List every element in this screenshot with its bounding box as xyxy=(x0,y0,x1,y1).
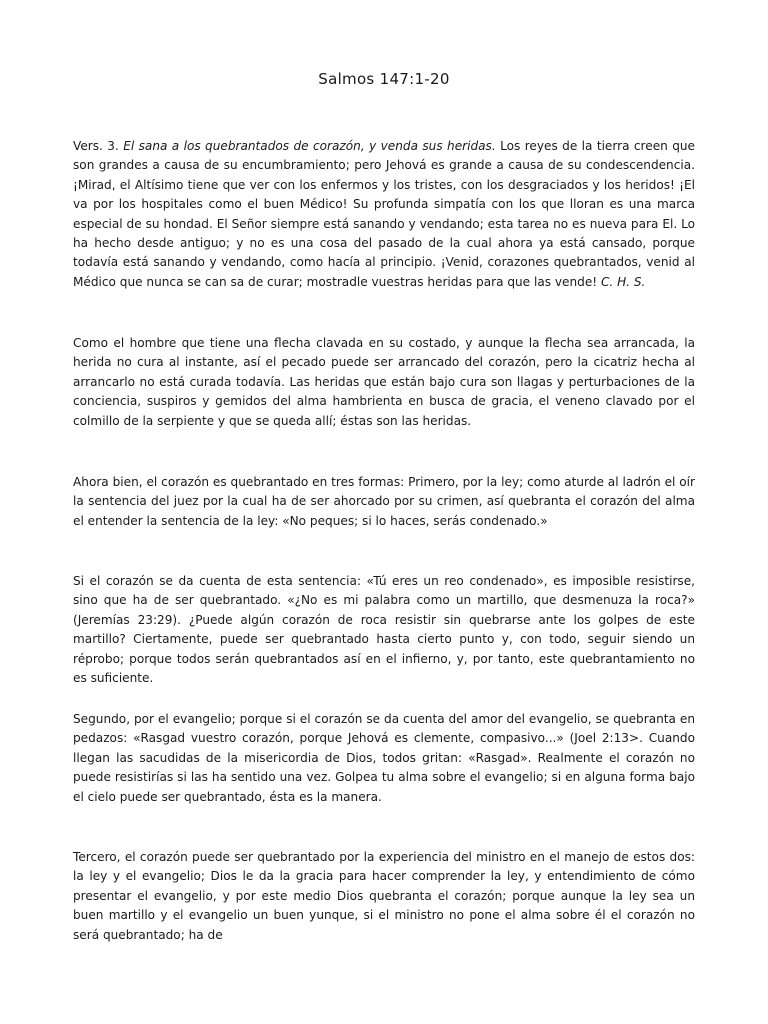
paragraph-verse-3 xyxy=(73,137,695,292)
paragraph-gospel: Segundo, por el evangelio; porque si el corazón se da cuenta del amor del evangelio, se quebranta en pedazos: «Rasgad vuestro corazón, porque Jehová es clemente, compasivo...» (Joel 2:13>. Cuando llegan las sacudidas de la misericordia de Dios, todos gritan: «Rasgad». Realmente el corazón no puede resistirías si las ha sentido una vez. Golpea tu alma sobre el evangelio; si en alguna forma bajo el cielo puede ser quebrantado, ésta es la manera. xyxy=(73,712,695,804)
paragraph-sentence: Si el corazón se da cuenta de esta sentencia: «Tú eres un reo condenado», es imposible resistirse, sino que ha de ser quebrantado. «¿No es mi palabra como un martillo, que desmenuza la roca?» (Jeremías 23:29). ¿Puede algún corazón de roca resistir sin quebrarse ante los golpes de este martillo? Ciertamente, puede ser quebrantado hasta cierto punto y, con todo, seguir siendo un réprobo; porque todos serán quebrantados así en el infierno, y, por tanto, este quebrantamiento no es suficiente. xyxy=(73,574,695,686)
paragraph-text: Los reyes de la tierra creen que son grandes a causa de su encumbramiento; pero Jehová es grande a causa de su condescendencia. ¡Mirad, el Altísimo tiene que ver con los enfermos y los tristes, con los desgraciados y los heridos! ¡El va por los hospitales como el buen Médico! Su profunda simpatía con los que lloran es una marca especial de su hondad. El Señor siempre está sanando y vendando; esta tarea no es nueva para El. Lo ha hecho desde antiguo; y no es una cosa del pasado de la cual ahora ya está cansado, porque todavía está sanando y vendando, como hacía al principio. ¡Venid, corazones quebrantados, venid al Médico que nunca se can sa de curar; mostradle vuestras heridas para que las vende! xyxy=(73,139,695,289)
paragraph-arrow-wound: Como el hombre que tiene una flecha clavada en su costado, y aunque la flecha sea arrancada, la herida no cura al instante, así el pecado puede ser arrancado del corazón, pero la cicatriz hecha al arrancarlo no está curada todavía. Las heridas que están bajo cura son llagas y perturbaciones de la conciencia, suspiros y gemidos del alma hambrienta en busca de gracia, el veneno clavado por el colmillo de la serpiente y que se queda allí; éstas son las heridas. xyxy=(73,336,695,428)
paragraph-minister: Tercero, el corazón puede ser quebrantado por la experiencia del ministro en el manejo de estos dos: la ley y el evangelio; Dios le da la gracia para hacer comprender la ley, y entendimiento de cómo presentar el evangelio, y por este medio Dios quebranta el corazón; porque aunque la ley sea un buen martillo y el evangelio un buen yunque, si el ministro no pone el alma sobre él el corazón no será quebrantado; ha de xyxy=(73,850,695,942)
verse-reference: Vers. 3. xyxy=(73,139,124,153)
author-signature: C. H. S. xyxy=(600,274,646,289)
verse-quote: El sana a los quebrantados de corazón, y venda sus heridas. xyxy=(123,139,496,153)
page-title: Salmos 147:1-20 xyxy=(318,70,450,88)
paragraph-three-forms: Ahora bien, el corazón es quebrantado en tres formas: Primero, por la ley; como aturde al ladrón el oír la sentencia del juez por la cual ha de ser ahorcado por su crimen, así quebranta el corazón del alma el entender la sentencia de la ley: «No peques; si lo haces, serás condenado.» xyxy=(73,475,695,528)
